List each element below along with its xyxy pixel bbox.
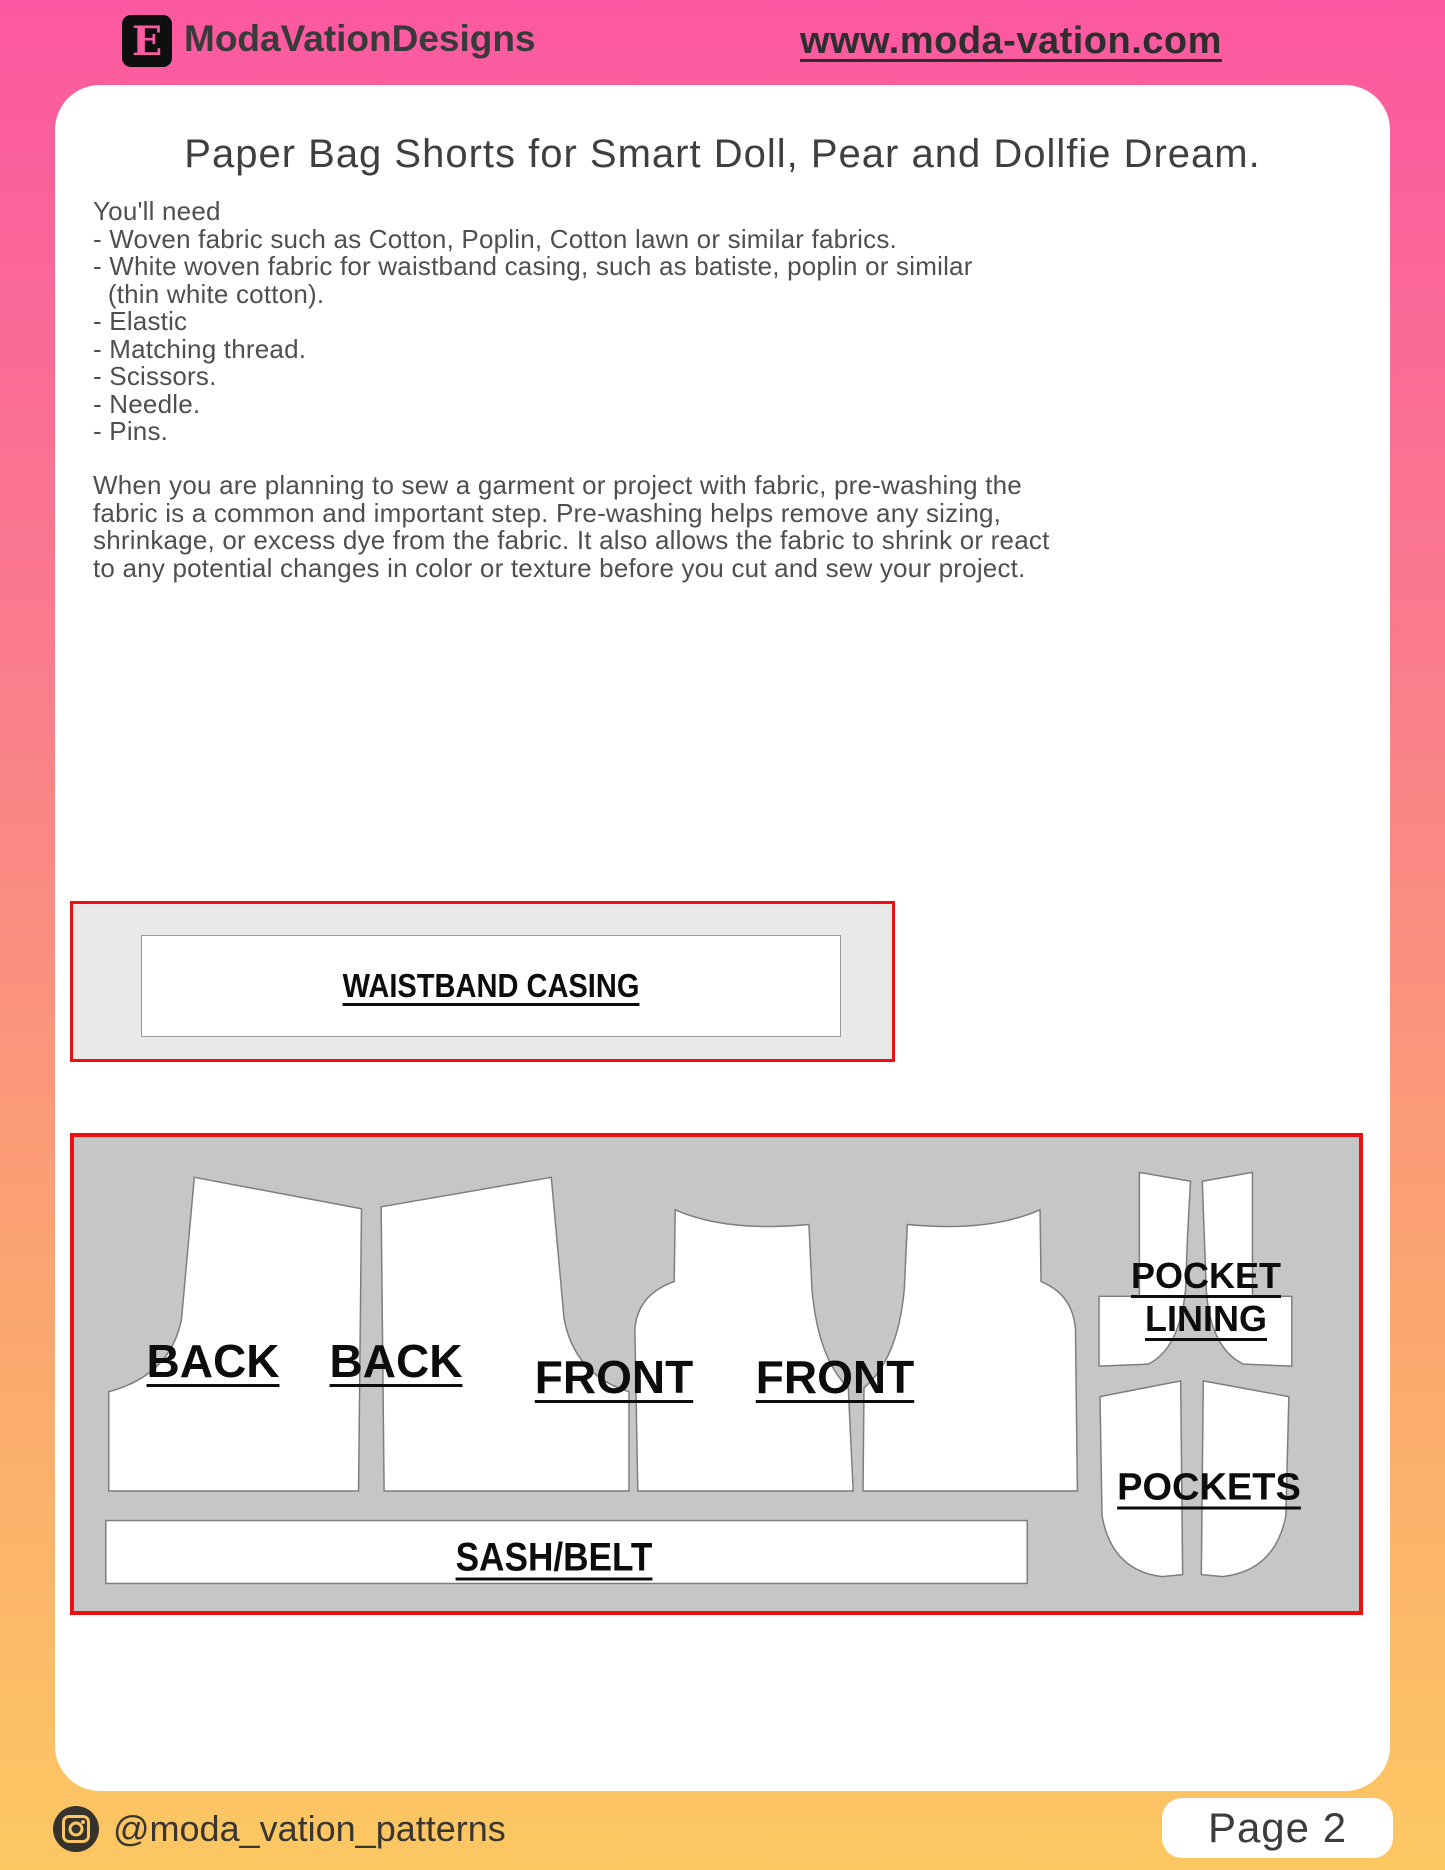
text-line: - White woven fabric for waistband casing, such as batiste, poplin or similar — [93, 251, 973, 281]
front-right-label: FRONT — [755, 1351, 915, 1403]
front-left-label: FRONT — [534, 1351, 694, 1403]
page-number-pill — [1162, 1798, 1393, 1858]
instagram-flash-dot — [81, 1820, 85, 1824]
waistband-casing-label: WAISTBAND CASING — [342, 967, 640, 1004]
brand-name: ModaVationDesigns — [184, 18, 536, 59]
text-line: - Scissors. — [93, 361, 217, 391]
instagram-camera-glyph — [62, 1815, 90, 1843]
waistband-casing-box — [70, 901, 895, 1062]
back-left-label: BACK — [146, 1335, 280, 1387]
text-line: to any potential changes in color or texture before you cut and sew your project. — [93, 552, 1026, 583]
website-link[interactable]: www.moda-vation.com — [800, 20, 1222, 62]
page-title: Paper Bag Shorts for Smart Doll, Pear and Dollfie Dream. — [184, 132, 1261, 176]
text-line: - Woven fabric such as Cotton, Poplin, Cotton lawn or similar fabrics. — [93, 223, 897, 254]
instagram-icon[interactable] — [53, 1806, 99, 1852]
pockets-label: POCKETS — [1117, 1466, 1301, 1509]
text-line: shrinkage, or excess dye from the fabric. It also allows the fabric to shrink or react — [93, 525, 1050, 555]
pocket-lining-label-line2: LINING — [1145, 1298, 1267, 1339]
prewash-paragraph — [93, 472, 1363, 582]
page-number-label: Page 2 — [1207, 1804, 1348, 1851]
text-line: When you are planning to sew a garment or project with fabric, pre-washing the — [93, 470, 1022, 500]
text-line: - Elastic — [93, 306, 188, 336]
pattern-layout-box — [70, 1133, 1363, 1615]
text-line: fabric is a common and important step. Pre-washing helps remove any sizing, — [93, 497, 1002, 528]
text-line: (thin white cotton). — [93, 278, 325, 309]
text-line: - Matching thread. — [93, 333, 307, 364]
etsy-shop-logo-icon[interactable]: E — [122, 15, 172, 67]
instagram-handle[interactable]: @moda_vation_patterns — [113, 1808, 506, 1849]
waistband-casing-piece — [141, 935, 841, 1037]
pocket-lining-label-line1: POCKET — [1130, 1255, 1282, 1296]
text-line: You'll need — [93, 196, 221, 226]
sash-belt-label: SASH/BELT — [455, 1535, 653, 1580]
back-right-label: BACK — [329, 1335, 463, 1387]
materials-list — [93, 198, 973, 446]
text-line: - Pins. — [93, 416, 169, 446]
text-line: - Needle. — [93, 388, 201, 419]
